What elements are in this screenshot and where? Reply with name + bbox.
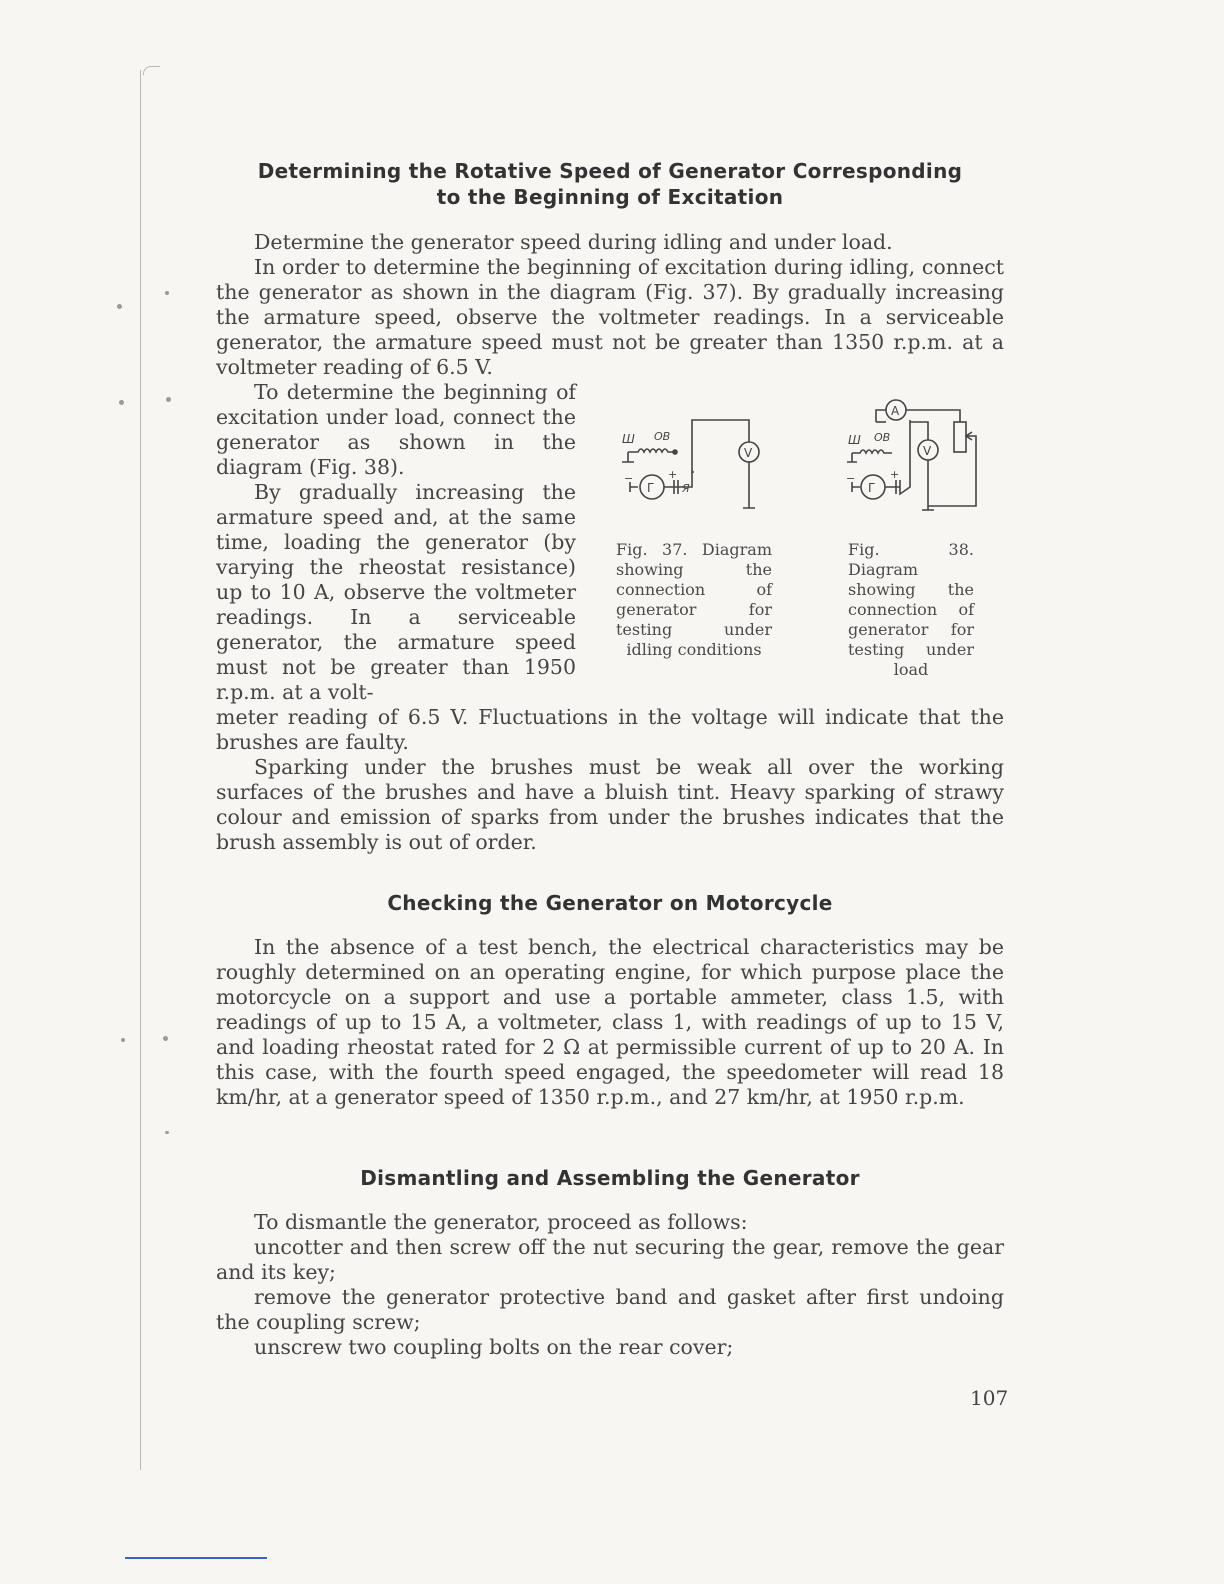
page-number: 107 xyxy=(970,1386,1009,1410)
paragraph: Determine the generator speed during idling and under load. xyxy=(254,230,893,254)
paragraph: remove the generator protective band and gasket after first undoing the coupling screw; xyxy=(216,1285,1004,1334)
section-title xyxy=(216,158,1004,210)
scan-speck xyxy=(119,400,124,405)
scan-speck xyxy=(163,1036,168,1041)
fig37-label-v: V xyxy=(744,446,753,460)
paragraph: To determine the beginning of excitation under load, connect the generator as shown in the diagram (Fig. 38). xyxy=(216,380,576,479)
fig37-brush xyxy=(664,480,678,494)
fig38-caption: Fig. 38. Diagram showing the connection of generator for testing under load xyxy=(848,540,974,679)
paragraph: In order to determine the beginning of excitation during idling, connect the generator as shown in the diagram (Fig. 37). By gradually increasing the armature speed, observe the voltmeter readings. In a serviceable generator, the armature speed must not be greater than 1350 r.p.m. at a voltmeter reading of 6.5 V. xyxy=(216,255,1004,379)
fig38-label-a: A xyxy=(891,404,900,418)
paragraph: Sparking under the brushes must be weak all over the working surfaces of the brushes and have a bluish tint. Heavy sparking of strawy colour and emission of sparks from under the brushes indicates that the brush assembly is out of order. xyxy=(216,755,1004,854)
fig38-label-v: V xyxy=(923,444,932,458)
fig38-label-sh: Ш xyxy=(848,433,861,447)
paragraph: In the absence of a test bench, the electrical characteristics may be roughly determined on an operating engine, for which purpose place the motorcycle on a support and use a portable ammeter, class 1.5, with readings of up to 15 A, a voltmeter, class 1, with readings of up to 15 V, and loading rheostat rated for 2 Ω at permissible current of up to 20 A. In this case, with the fourth speed engaged, the speedometer will read 18 km/hr, at a generator speed of 1350 r.p.m., and 27 km/hr, at 1950 r.p.m. xyxy=(216,935,1004,1109)
fig38-label-ov: ОВ xyxy=(874,431,891,444)
fig37-label-plus: + xyxy=(668,468,678,481)
fig38-ground-left xyxy=(847,453,857,462)
fig37-caption: Fig. 37. Diagram showing the connection of generator for testing under idling conditions xyxy=(616,540,772,659)
paragraph: By gradually increasing the armature speed and, at the same time, loading the generator (by varying the rheostat resistance) up to 10 A, observe the voltmeter readings. In a serviceable generator, the armature speed must not be greater than 1950 r.p.m. at a volt- xyxy=(216,480,576,704)
fig37-wire-mid xyxy=(692,452,694,472)
fig38-label-g: Г xyxy=(868,481,876,495)
scan-speck xyxy=(121,1038,125,1042)
fig37-label-sh: Ш xyxy=(622,432,635,446)
fig37-label-ya: Я xyxy=(682,482,690,495)
fig37-label-ov: ОВ xyxy=(654,430,671,443)
section-title: Checking the Generator on Motorcycle xyxy=(387,891,833,915)
fig37-circuit-diagram xyxy=(608,410,788,525)
fig38-label-minus: − xyxy=(846,472,856,485)
page-edge xyxy=(140,70,149,1470)
scan-speck xyxy=(165,1131,169,1134)
paragraph: meter reading of 6.5 V. Fluctuations in the voltage will indicate that the brushes are faulty. xyxy=(216,705,1004,754)
fig37-ground-right xyxy=(743,462,755,508)
fig38-circuit-diagram xyxy=(840,398,990,523)
scan-speck xyxy=(165,291,169,295)
fig37-field-winding xyxy=(628,449,674,452)
paragraph: unscrew two coupling bolts on the rear cover; xyxy=(254,1335,734,1359)
fig37-label-g: Г xyxy=(647,481,655,495)
title-line: Determining the Rotative Speed of Generator Corresponding xyxy=(257,159,963,183)
title-line: to the Beginning of Excitation xyxy=(436,185,784,209)
section-title: Dismantling and Assembling the Generator xyxy=(360,1166,860,1190)
fig37-label-minus: − xyxy=(624,472,634,485)
scan-speck xyxy=(117,304,122,309)
paragraph: To dismantle the generator, proceed as follows: xyxy=(254,1210,748,1234)
fig38-wire-voltmeter xyxy=(910,422,934,510)
fig38-label-plus: + xyxy=(890,468,900,481)
scan-edge-line xyxy=(125,1557,267,1559)
paragraph: uncotter and then screw off the nut securing the gear, remove the gear and its key; xyxy=(216,1235,1004,1284)
fig38-rheostat xyxy=(954,422,966,452)
fig37-ground-left xyxy=(622,452,634,462)
fig38-field-winding xyxy=(852,450,892,453)
fig37-node xyxy=(673,450,677,454)
scan-speck xyxy=(166,397,171,402)
